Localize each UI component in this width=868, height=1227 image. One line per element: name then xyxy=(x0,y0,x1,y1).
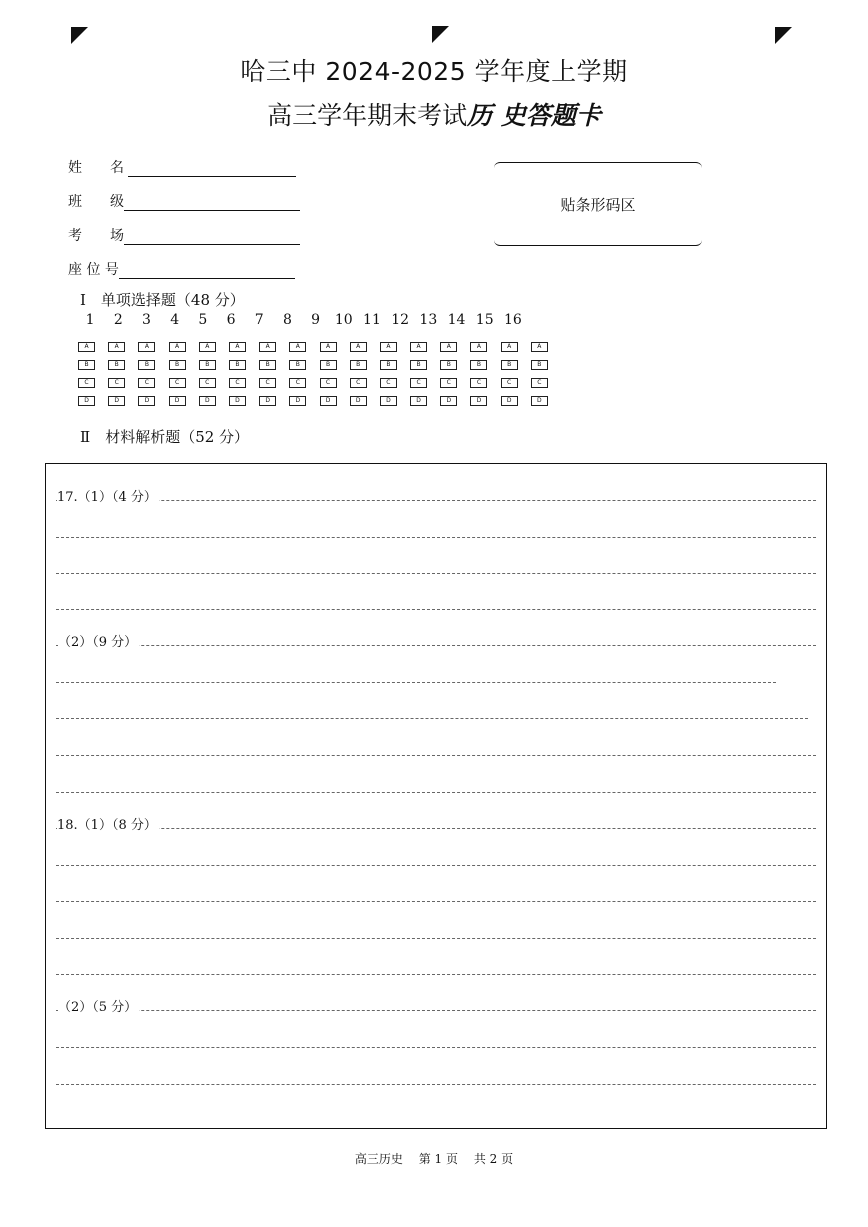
answer-bubble-q8-a[interactable]: A xyxy=(289,342,306,352)
class-field[interactable] xyxy=(124,196,300,211)
answer-bubble-q16-b[interactable]: B xyxy=(531,360,548,370)
question-number: 8 xyxy=(282,312,292,328)
answer-area[interactable] xyxy=(45,463,827,1129)
answer-bubble-q7-a[interactable]: A xyxy=(259,342,276,352)
alignment-marker-center xyxy=(432,26,449,43)
answer-bubble-q15-c[interactable]: C xyxy=(501,378,518,388)
exam-room-field[interactable] xyxy=(124,230,300,245)
answer-bubble-q6-b[interactable]: B xyxy=(229,360,246,370)
answer-bubble-grid xyxy=(78,338,561,410)
answer-bubble-q16-d[interactable]: D xyxy=(531,396,548,406)
name-label: 姓 名 xyxy=(68,160,124,176)
barcode-area xyxy=(494,162,702,246)
answer-bubble-q6-a[interactable]: A xyxy=(229,342,246,352)
exam-room-row xyxy=(68,225,300,245)
answer-bubble-q2-a[interactable]: A xyxy=(108,342,125,352)
answer-bubble-q9-b[interactable]: B xyxy=(320,360,337,370)
answer-line[interactable] xyxy=(56,609,816,610)
exam-subtitle xyxy=(0,96,868,132)
answer-bubble-q7-c[interactable]: C xyxy=(259,378,276,388)
question-number: 1 xyxy=(85,312,95,328)
answer-line[interactable] xyxy=(56,682,776,683)
question-number: 16 xyxy=(503,312,522,328)
answer-bubble-q4-c[interactable]: C xyxy=(169,378,186,388)
answer-bubble-q3-c[interactable]: C xyxy=(138,378,155,388)
question-number: 7 xyxy=(254,312,264,328)
name-field[interactable] xyxy=(128,162,296,177)
q17-part1-label: 17.（1）（4 分） xyxy=(57,486,159,505)
answer-line[interactable] xyxy=(56,500,816,501)
answer-line[interactable] xyxy=(56,938,816,939)
answer-bubble-q4-d[interactable]: D xyxy=(169,396,186,406)
answer-line[interactable] xyxy=(56,1010,816,1011)
exam-room-label: 考 场 xyxy=(68,228,124,244)
answer-bubble-q16-a[interactable]: A xyxy=(531,342,548,352)
answer-bubble-q10-d[interactable]: D xyxy=(350,396,367,406)
barcode-label: 贴条形码区 xyxy=(560,195,636,214)
answer-bubble-q3-d[interactable]: D xyxy=(138,396,155,406)
answer-line[interactable] xyxy=(56,645,816,646)
answer-bubble-q12-b[interactable]: B xyxy=(410,360,427,370)
bubble-row-b xyxy=(78,356,561,374)
answer-bubble-q11-b[interactable]: B xyxy=(380,360,397,370)
question-number: 10 xyxy=(334,312,353,328)
footer-total: 共 2 页 xyxy=(473,1152,514,1166)
footer-subject: 高三历史 xyxy=(354,1152,403,1166)
class-label: 班 级 xyxy=(68,194,124,210)
answer-bubble-q4-b[interactable]: B xyxy=(169,360,186,370)
section2-heading: Ⅱ 材料解析题（52 分） xyxy=(80,428,250,446)
answer-bubble-q5-a[interactable]: A xyxy=(199,342,216,352)
question-number: 13 xyxy=(419,312,438,328)
answer-bubble-q6-c[interactable]: C xyxy=(229,378,246,388)
question-number: 4 xyxy=(170,312,180,328)
bubble-row-c xyxy=(78,374,561,392)
answer-line[interactable] xyxy=(56,537,816,538)
subject-name: 历 史 xyxy=(467,101,526,130)
answer-line[interactable] xyxy=(56,974,816,975)
answer-bubble-q2-d[interactable]: D xyxy=(108,396,125,406)
answer-line[interactable] xyxy=(56,573,816,574)
seat-field[interactable] xyxy=(119,264,295,279)
seat-label: 座 位 号 xyxy=(68,262,119,278)
question-number: 14 xyxy=(447,312,466,328)
answer-bubble-q14-b[interactable]: B xyxy=(470,360,487,370)
answer-bubble-q13-a[interactable]: A xyxy=(440,342,457,352)
question-number: 11 xyxy=(363,312,381,328)
answer-bubble-q7-b[interactable]: B xyxy=(259,360,276,370)
section1-heading: Ⅰ 单项选择题（48 分） xyxy=(80,291,245,309)
question-number: 3 xyxy=(142,312,151,328)
answer-bubble-q9-a[interactable]: A xyxy=(320,342,337,352)
answer-line[interactable] xyxy=(56,1084,816,1085)
answer-bubble-q14-d[interactable]: D xyxy=(470,396,487,406)
answer-bubble-q1-a[interactable]: A xyxy=(78,342,95,352)
answer-bubble-q5-d[interactable]: D xyxy=(199,396,216,406)
bubble-row-a xyxy=(78,338,561,356)
answer-bubble-q13-b[interactable]: B xyxy=(440,360,457,370)
answer-bubble-q4-a[interactable]: A xyxy=(169,342,186,352)
bubble-row-d xyxy=(78,392,561,410)
q17-part2-label: （2）（9 分） xyxy=(58,631,139,650)
answer-line[interactable] xyxy=(56,901,816,902)
answer-line[interactable] xyxy=(56,792,816,793)
question-number: 6 xyxy=(226,312,236,328)
answer-bubble-q13-c[interactable]: C xyxy=(440,378,457,388)
answer-bubble-q5-c[interactable]: C xyxy=(199,378,216,388)
q18-part2-label: （2）（5 分） xyxy=(58,996,139,1015)
answer-bubble-q12-c[interactable]: C xyxy=(410,378,427,388)
answer-bubble-q10-c[interactable]: C xyxy=(350,378,367,388)
answer-bubble-q14-a[interactable]: A xyxy=(470,342,487,352)
answer-line[interactable] xyxy=(56,828,816,829)
question-number: 9 xyxy=(311,312,321,328)
answer-bubble-q11-c[interactable]: C xyxy=(380,378,397,388)
answer-bubble-q15-a[interactable]: A xyxy=(501,342,518,352)
answer-bubble-q2-c[interactable]: C xyxy=(108,378,125,388)
subtitle-suffix: 答题卡 xyxy=(525,101,601,130)
alignment-marker-left xyxy=(71,27,88,44)
question-number-row xyxy=(76,312,527,328)
subtitle-prefix: 高三学年期末考试 xyxy=(267,101,468,130)
answer-bubble-q8-c[interactable]: C xyxy=(289,378,306,388)
question-number: 5 xyxy=(198,312,208,328)
answer-bubble-q15-b[interactable]: B xyxy=(501,360,518,370)
answer-bubble-q12-d[interactable]: D xyxy=(410,396,427,406)
answer-bubble-q2-b[interactable]: B xyxy=(108,360,125,370)
answer-bubble-q12-a[interactable]: A xyxy=(410,342,427,352)
q18-part1-label: 18.（1）（8 分） xyxy=(57,814,159,833)
answer-bubble-q9-c[interactable]: C xyxy=(320,378,337,388)
answer-bubble-q10-b[interactable]: B xyxy=(350,360,367,370)
answer-bubble-q7-d[interactable]: D xyxy=(259,396,276,406)
answer-bubble-q11-d[interactable]: D xyxy=(380,396,397,406)
name-row xyxy=(68,157,296,177)
answer-bubble-q14-c[interactable]: C xyxy=(470,378,487,388)
answer-bubble-q1-d[interactable]: D xyxy=(78,396,95,406)
question-number: 15 xyxy=(475,312,494,328)
answer-bubble-q11-a[interactable]: A xyxy=(380,342,397,352)
answer-bubble-q10-a[interactable]: A xyxy=(350,342,367,352)
question-number: 2 xyxy=(113,312,123,328)
exam-title: 哈三中 2024-2025 学年度上学期 xyxy=(240,57,628,86)
answer-bubble-q15-d[interactable]: D xyxy=(501,396,518,406)
seat-row xyxy=(68,259,295,279)
answer-bubble-q6-d[interactable]: D xyxy=(229,396,246,406)
answer-bubble-q5-b[interactable]: B xyxy=(199,360,216,370)
class-row xyxy=(68,191,300,211)
question-number: 12 xyxy=(391,312,410,328)
answer-bubble-q16-c[interactable]: C xyxy=(531,378,548,388)
answer-line[interactable] xyxy=(56,718,808,719)
answer-line[interactable] xyxy=(56,1047,816,1048)
answer-line[interactable] xyxy=(56,755,816,756)
answer-bubble-q3-a[interactable]: A xyxy=(138,342,155,352)
answer-bubble-q3-b[interactable]: B xyxy=(138,360,155,370)
answer-bubble-q8-b[interactable]: B xyxy=(289,360,306,370)
answer-bubble-q13-d[interactable]: D xyxy=(440,396,457,406)
answer-bubble-q9-d[interactable]: D xyxy=(320,396,337,406)
answer-bubble-q1-b[interactable]: B xyxy=(78,360,95,370)
page-footer xyxy=(0,1150,868,1167)
footer-page: 第 1 页 xyxy=(418,1152,458,1166)
answer-bubble-q8-d[interactable]: D xyxy=(289,396,306,406)
answer-line[interactable] xyxy=(56,865,816,866)
answer-bubble-q1-c[interactable]: C xyxy=(78,378,95,388)
alignment-marker-right xyxy=(775,27,792,44)
